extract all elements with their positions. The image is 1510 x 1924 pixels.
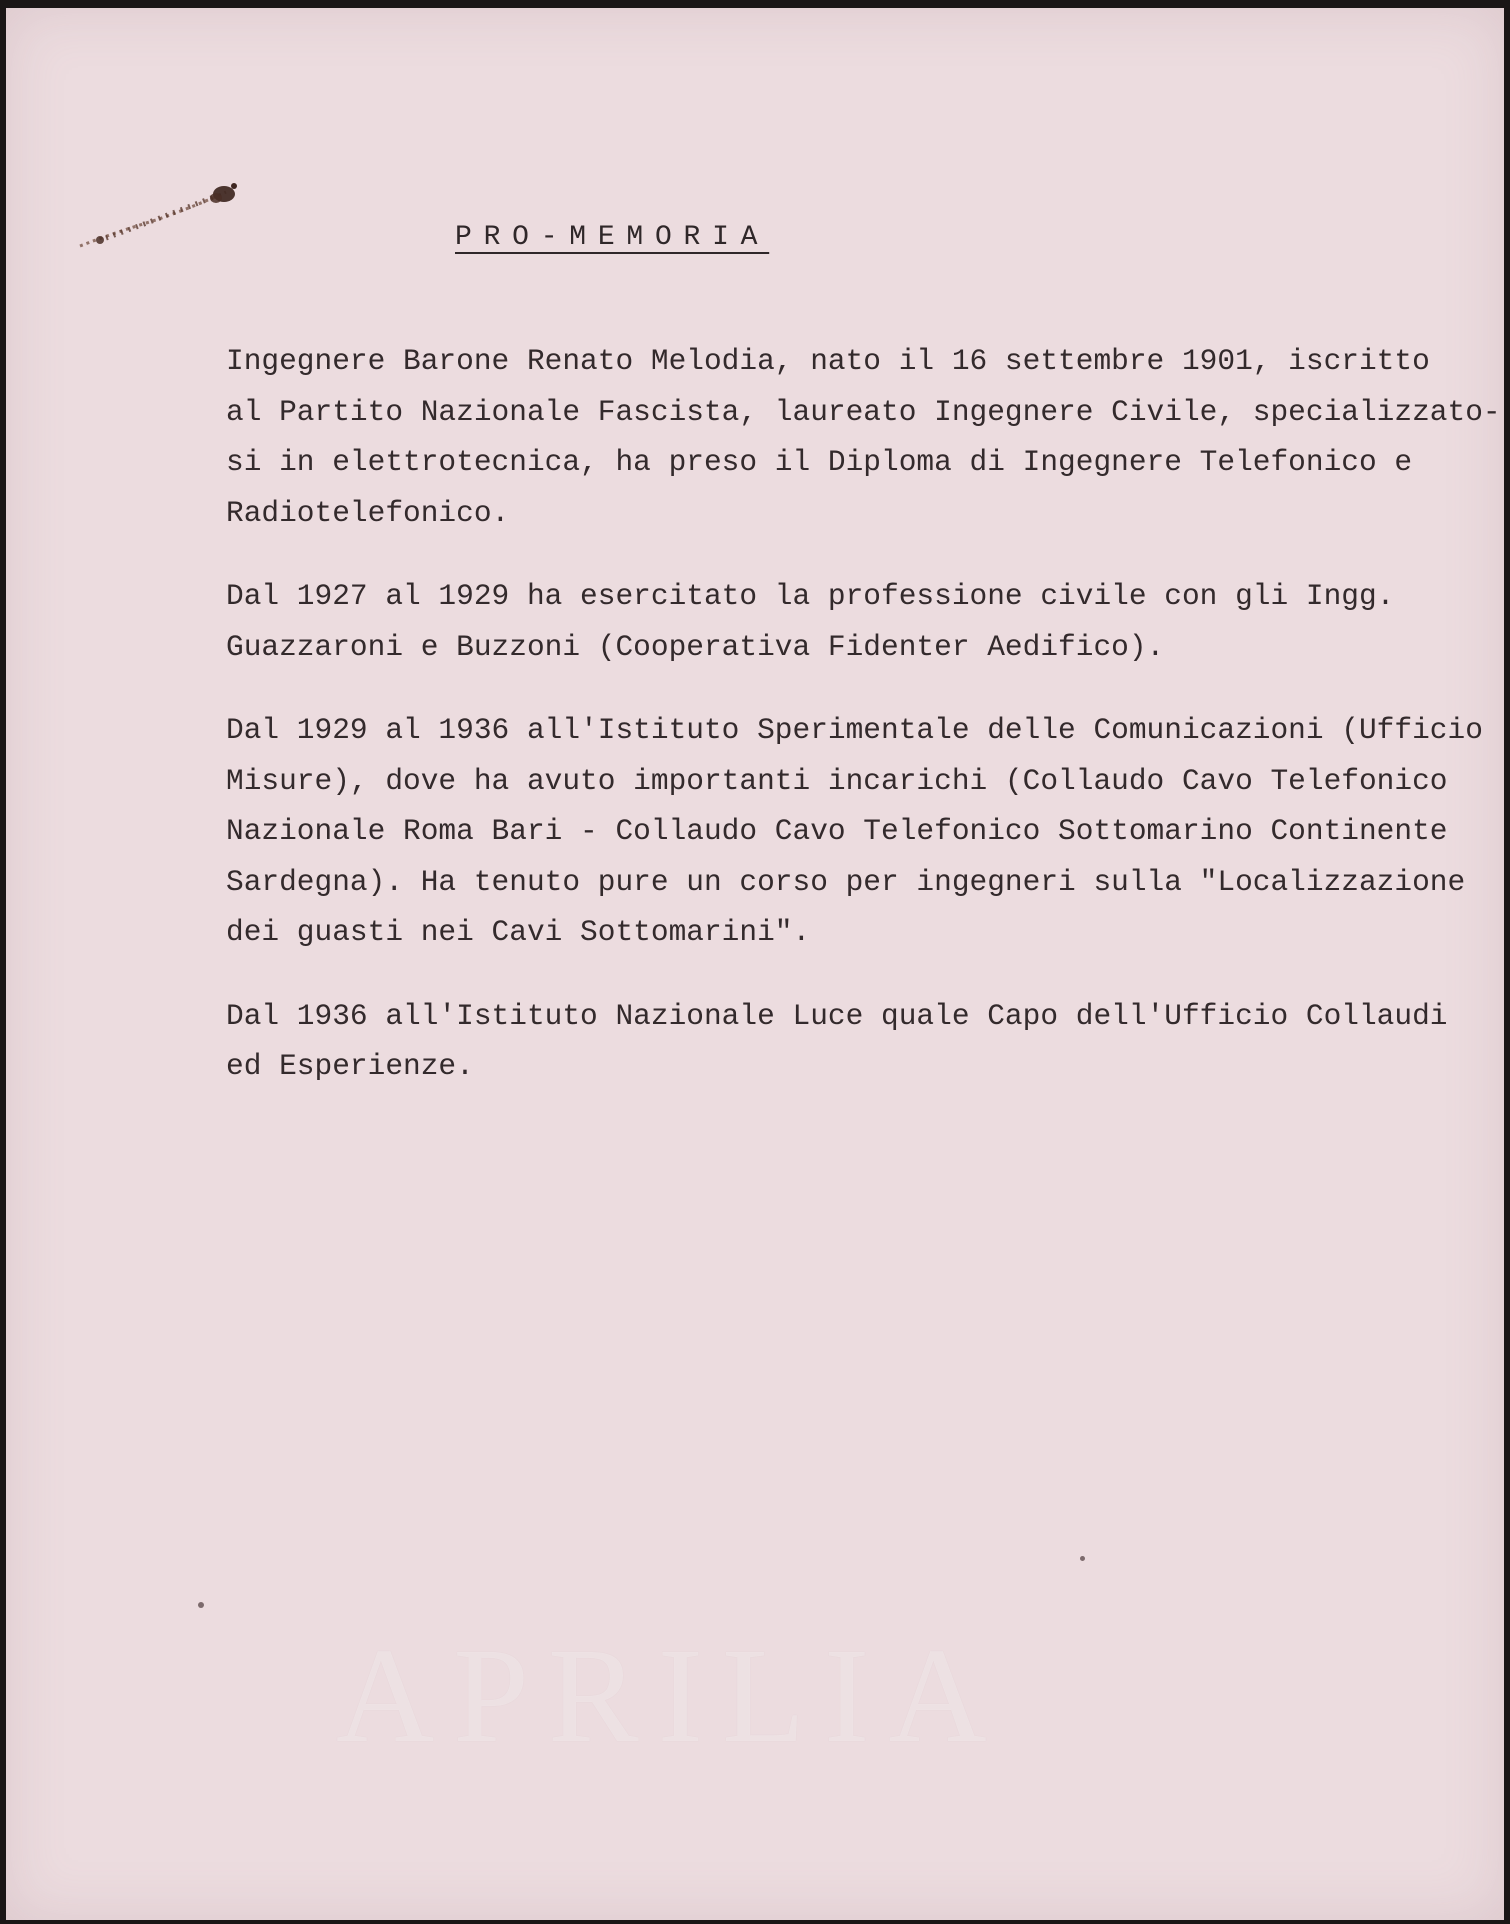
text-line: si in elettrotecnica, ha preso il Diploma di Ingegnere Telefonico e xyxy=(226,445,1413,479)
paper-watermark: APRILIA xyxy=(336,1621,1006,1771)
paragraph-career-1929 xyxy=(226,705,1496,958)
paragraph-career-1927 xyxy=(226,571,1496,672)
document-page xyxy=(6,8,1504,1920)
text-line: Guazzaroni e Buzzoni (Cooperativa Fidenter Aedifico). xyxy=(226,629,1165,664)
paragraph-biography xyxy=(226,336,1501,538)
ink-smudge xyxy=(76,176,246,256)
text-line: ed Esperienze. xyxy=(226,1049,474,1083)
text-line: Ingegnere Barone Renato Melodia, nato il 16 settembre 1901, iscritto xyxy=(226,344,1430,378)
text-line: Sardegna). Ha tenuto pure un corso per ingegneri sulla "Localizzazione xyxy=(226,864,1466,899)
text-line: Nazionale Roma Bari - Collaudo Cavo Telefonico Sottomarino Continente xyxy=(226,814,1448,848)
text-line: Dal 1927 al 1929 ha esercitato la professione civile con gli Ingg. xyxy=(226,579,1395,613)
paper-speck xyxy=(1080,1556,1085,1561)
text-line: Dal 1936 all'Istituto Nazionale Luce quale Capo dell'Ufficio Collaudi xyxy=(226,998,1448,1033)
text-line: Radiotelefonico. xyxy=(226,495,510,530)
text-line: Dal 1929 al 1936 all'Istituto Sperimentale delle Comunicazioni (Ufficio xyxy=(226,713,1483,747)
document-body xyxy=(226,336,1501,1125)
paper-speck xyxy=(198,1602,204,1608)
paragraph-career-1936 xyxy=(226,991,1496,1092)
text-line: al Partito Nazionale Fascista, laureato Ingegnere Civile, specializzato- xyxy=(226,394,1501,429)
text-line: Misure), dove ha avuto importanti incarichi (Collaudo Cavo Telefonico xyxy=(226,763,1448,798)
document-title: PRO-MEMORIA xyxy=(455,222,770,253)
text-line: dei guasti nei Cavi Sottomarini". xyxy=(226,915,811,949)
